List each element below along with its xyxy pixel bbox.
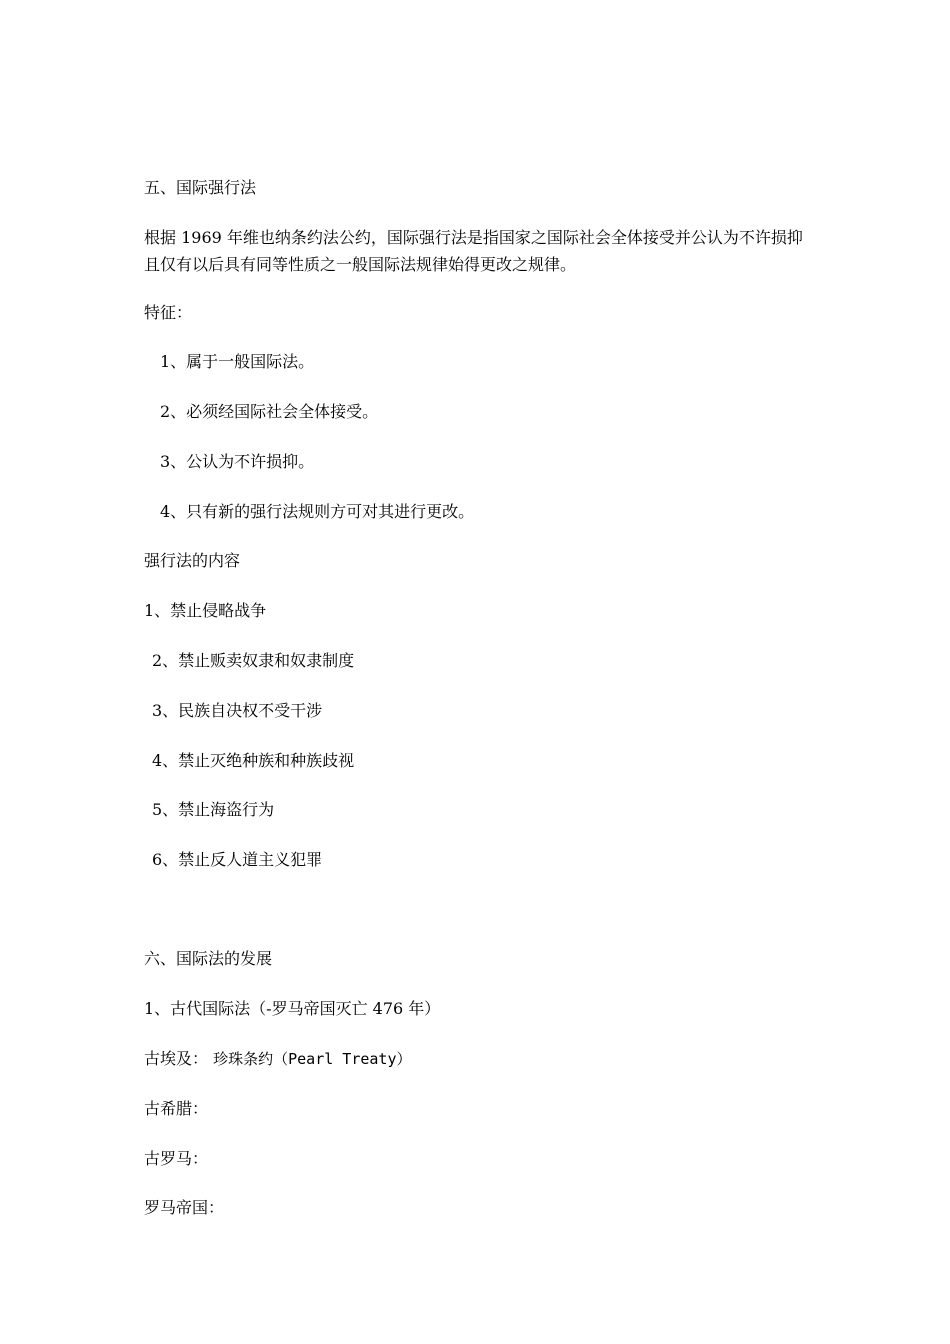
features-label: 特征： bbox=[144, 303, 193, 322]
content-item-1: 1、禁止侵略战争 bbox=[144, 601, 267, 620]
ancient-law-item: 1、古代国际法（-罗马帝国灭亡 476 年） bbox=[144, 999, 441, 1018]
ancient-greece-label: 古希腊： bbox=[144, 1099, 209, 1118]
feature-item-3: 3、公认为不许损抑。 bbox=[160, 452, 315, 471]
jus-cogens-definition: 根据 1969 年维也纳条约法公约，国际强行法是指国家之国际社会全体接受并公认为不许损抑且仅有以后具有同等性质之一般国际法规律始得更改之规律。 bbox=[144, 228, 803, 274]
ancient-egypt-line bbox=[144, 1048, 411, 1070]
section-heading-development: 六、国际法的发展 bbox=[144, 949, 273, 968]
section-heading-jus-cogens: 五、国际强行法 bbox=[144, 178, 257, 197]
roman-empire-label: 罗马帝国： bbox=[144, 1198, 225, 1217]
ancient-rome-label: 古罗马： bbox=[144, 1149, 209, 1168]
feature-item-1: 1、属于一般国际法。 bbox=[160, 352, 315, 371]
ancient-egypt-value: 珍珠条约（Pearl Treaty） bbox=[213, 1050, 412, 1068]
feature-item-2: 2、必须经国际社会全体接受。 bbox=[160, 402, 379, 421]
content-item-3: 3、民族自决权不受干涉 bbox=[152, 701, 323, 720]
content-item-2: 2、禁止贩卖奴隶和奴隶制度 bbox=[152, 651, 355, 670]
content-item-5: 5、禁止海盗行为 bbox=[152, 800, 275, 819]
content-item-4: 4、禁止灭绝种族和种族歧视 bbox=[152, 751, 355, 770]
content-label: 强行法的内容 bbox=[144, 551, 241, 570]
feature-item-4: 4、只有新的强行法规则方可对其进行更改。 bbox=[160, 502, 475, 521]
ancient-egypt-label: 古埃及： bbox=[144, 1049, 209, 1068]
content-item-6: 6、禁止反人道主义犯罪 bbox=[152, 850, 323, 869]
